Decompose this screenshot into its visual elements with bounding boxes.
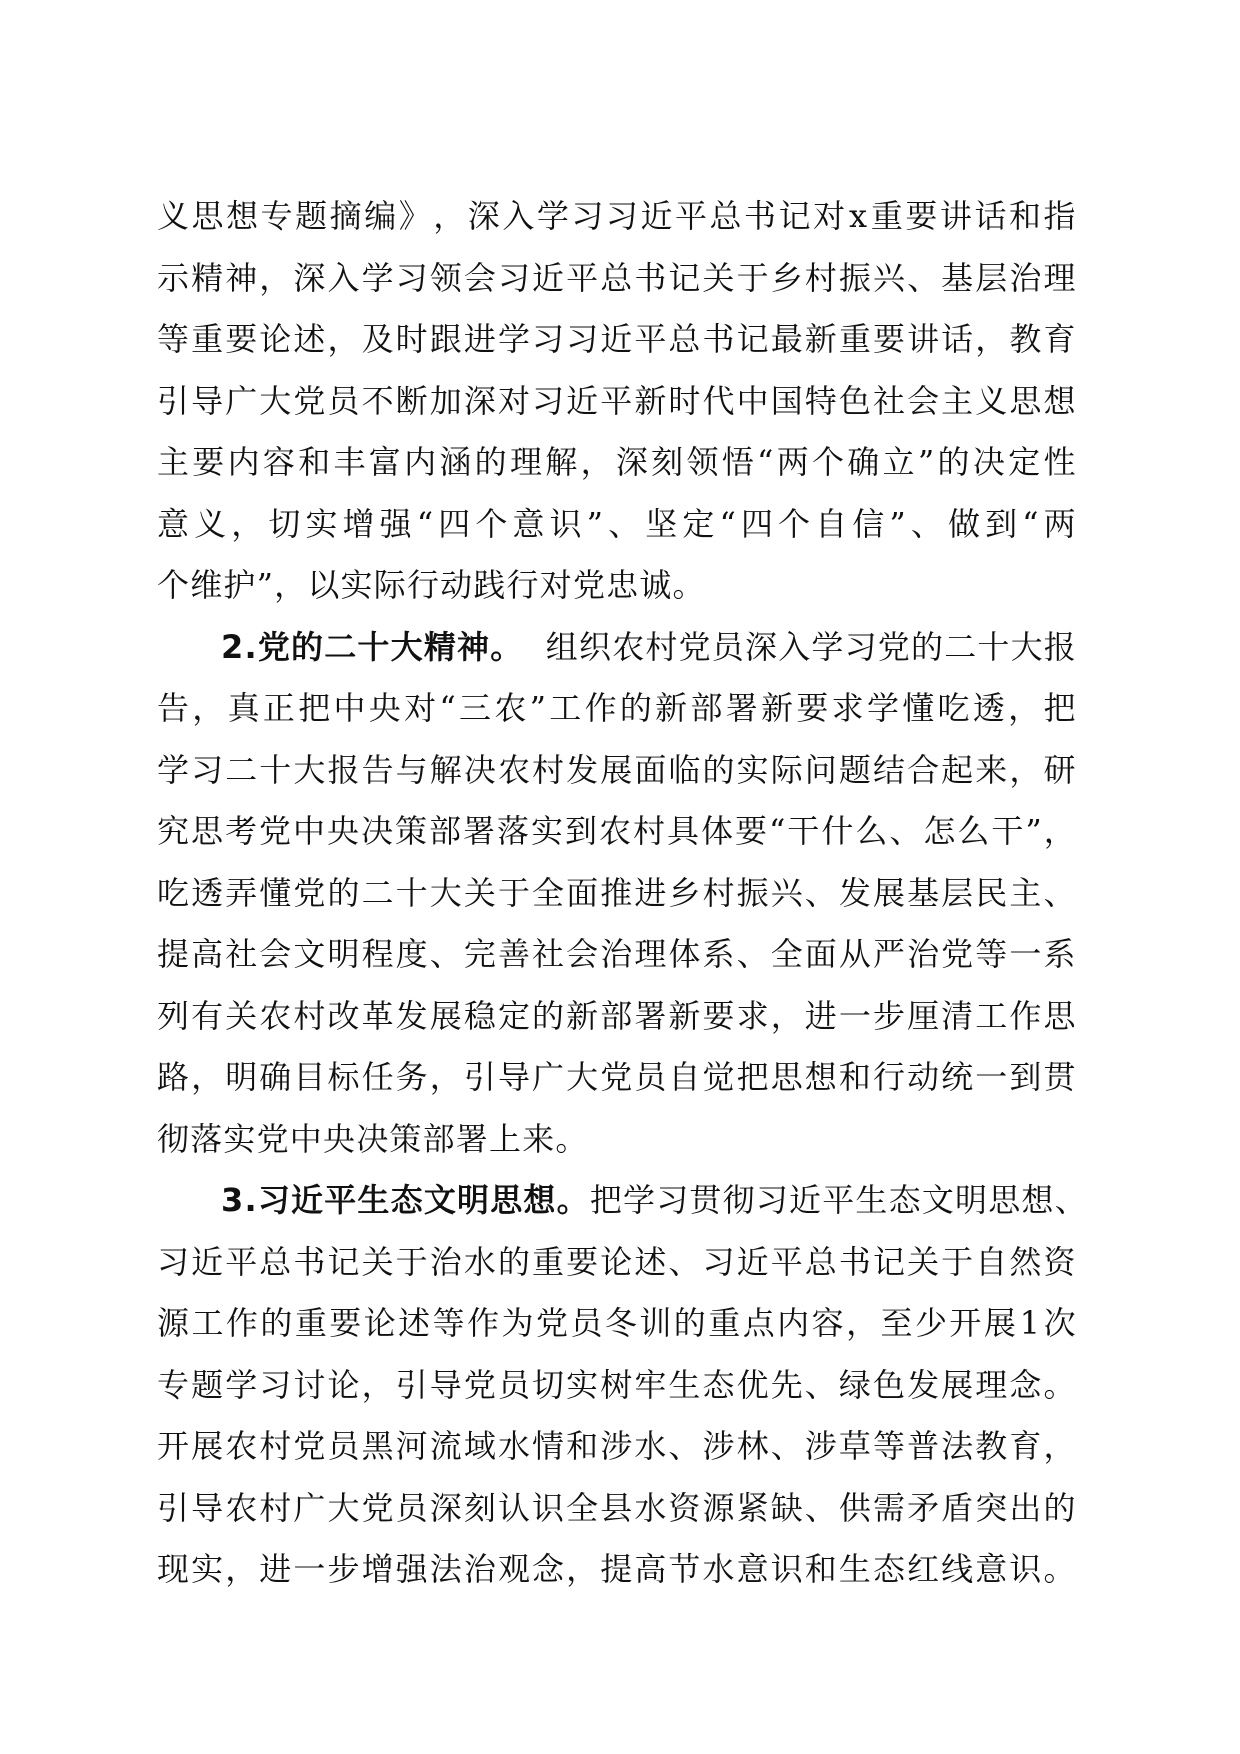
text-line: 吃 透 弄 懂 党 的 二 十 大 关 于 全 面 推 进 乡 村 振 兴 、 发 展 基 层 民 主 、	[157, 873, 1077, 912]
text-run: 组织农村党员深入学习党的二十大报	[545, 627, 1077, 666]
text-line: 提 高 社 会 文 明 程 度 、 完 善 社 会 治 理 体 系 、 全 面 从 严 治 党 等 一 系	[157, 935, 1077, 973]
paragraph-first-line	[157, 617, 1077, 679]
text-line: 彻落实党中央决策部署上来。	[157, 1119, 589, 1158]
text-line: 习 近 平 总 书 记 关 于 治 水 的 重 要 论 述 、 习 近 平 总 书 记 关 于 自 然 资	[157, 1242, 1077, 1281]
text-line: 专 题 学 习 讨 论 ， 引 导 党 员 切 实 树 牢 生 态 优 先 、 绿 色 发 展 理 念 。	[157, 1365, 1077, 1404]
text-line: 源 工 作 的 重 要 论 述 等 作 为 党 员 冬 训 的 重 点 内 容 ， 至 少 开 展 1 次	[157, 1304, 1077, 1342]
text-line: 现 实 ， 进 一 步 增 强 法 治 观 念 ， 提 高 节 水 意 识 和 生 态 红 线 意 识 。	[157, 1550, 1077, 1588]
text-line: 等 重 要 论 述 ， 及 时 跟 进 学 习 习 近 平 总 书 记 最 新 重 要 讲 话 ， 教 育	[157, 320, 1077, 358]
text-run: 把学习贯彻习近平生态文明思想、	[589, 1181, 1088, 1219]
document-body	[157, 186, 1088, 1601]
text-line: 意 义 ， 切 实 增 强 “ 四 个 意 识 ” 、 坚 定 “ 四 个 自 信 ” 、 做 到 “ 两	[157, 504, 1077, 543]
text-line: 示 精 神 ， 深 入 学 习 领 会 习 近 平 总 书 记 关 于 乡 村 振 兴 、 基 层 治 理	[157, 258, 1077, 297]
text-line: 告 ， 真 正 把 中 央 对 “ 三 农 ” 工 作 的 新 部 署 新 要 求 学 懂 吃 透 ， 把	[157, 689, 1077, 727]
text-line: 学 习 二 十 大 报 告 与 解 决 农 村 发 展 面 临 的 实 际 问 题 结 合 起 来 ， 研	[157, 750, 1077, 789]
text-line: 主 要 内 容 和 丰 富 内 涵 的 理 解 ， 深 刻 领 悟 “ 两 个 确 立 ” 的 决 定 性	[157, 443, 1077, 481]
paragraph-first-line	[157, 1170, 1088, 1232]
text-line: 究 思 考 党 中 央 决 策 部 署 落 实 到 农 村 具 体 要 “ 干 什 么 、 怎 么 干 ” ，	[157, 812, 1077, 850]
text-line: 个维护”，以实际行动践行对党忠诚。	[157, 566, 706, 604]
text-line: 路 ， 明 确 目 标 任 务 ， 引 导 广 大 党 员 自 觉 把 思 想 和 行 动 统 一 到 贯	[157, 1058, 1077, 1096]
text-line: 引 导 农 村 广 大 党 员 深 刻 认 识 全 县 水 资 源 紧 缺 、 供 需 矛 盾 突 出 的	[157, 1488, 1077, 1527]
text-line: 义 思 想 专 题 摘 编 》 ， 深 入 学 习 习 近 平 总 书 记 对 x 重 要 讲 话 和 指	[157, 197, 1077, 235]
text-line: 列 有 关 农 村 改 革 发 展 稳 定 的 新 部 署 新 要 求 ， 进 一 步 厘 清 工 作 思	[157, 996, 1077, 1035]
section-heading: 2.党的二十大精神。	[221, 627, 524, 666]
section-heading: 3.习近平生态文明思想。	[221, 1181, 590, 1219]
text-line: 开 展 农 村 党 员 黑 河 流 域 水 情 和 涉 水 、 涉 林 、 涉 草 等 普 法 教 育 ，	[157, 1427, 1077, 1465]
text-line: 引 导 广 大 党 员 不 断 加 深 对 习 近 平 新 时 代 中 国 特 色 社 会 主 义 思 想	[157, 381, 1077, 420]
